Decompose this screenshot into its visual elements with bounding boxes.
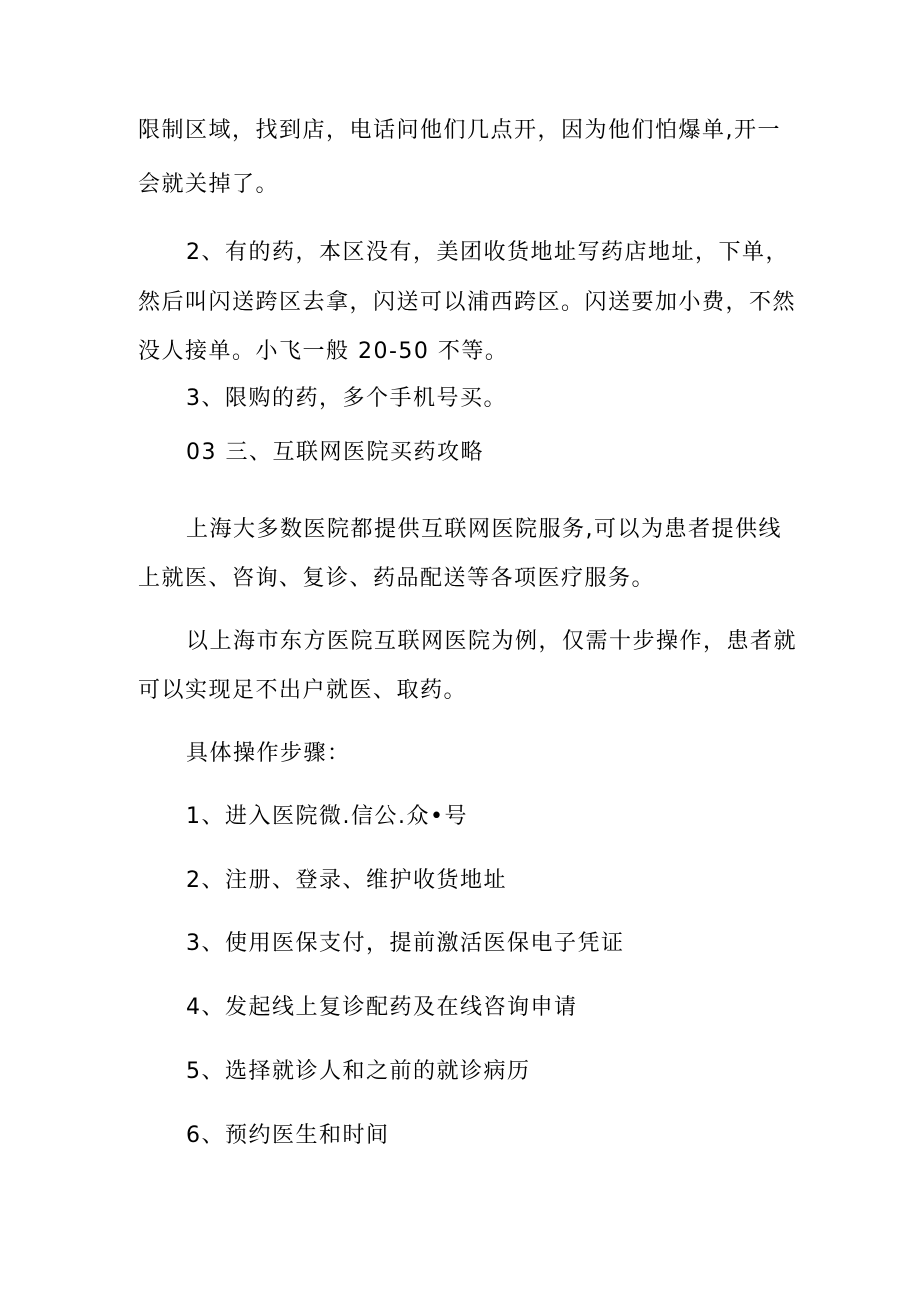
paragraph-line: 上就医、咨询、复诊、药品配送等各项医疗服务。: [138, 566, 656, 591]
step-item: 2、注册、登录、维护收货地址: [186, 868, 507, 893]
step-item: 3、使用医保支付，提前激活医保电子凭证: [186, 931, 625, 956]
step-item: 5、选择就诊人和之前的就诊病历: [186, 1059, 531, 1084]
paragraph-line: 没人接单。小飞一般 20-50 不等。: [138, 339, 509, 364]
paragraph-line: 上海大多数医院都提供互联网医院服务,可以为患者提供线: [186, 517, 782, 542]
step-item: 4、发起线上复诊配药及在线咨询申请: [186, 995, 578, 1020]
section-heading: 03 三、互联网医院买药攻略: [186, 440, 484, 465]
paragraph-line: 可以实现足不出户就医、取药。: [138, 678, 468, 703]
list-item: 3、限购的药，多个手机号买。: [186, 386, 507, 411]
step-item: 1、进入医院微.信公.众•号: [186, 804, 468, 829]
paragraph-line: 限制区域，找到店，电话问他们几点开，因为他们怕爆单,开一: [138, 118, 781, 143]
paragraph-line: 具体操作步骤：: [186, 741, 351, 766]
paragraph-line: 以上海市东方医院互联网医院为例，仅需十步操作，患者就: [186, 629, 798, 654]
paragraph-line: 会就关掉了。: [138, 172, 280, 197]
paragraph-line: 2、有的药，本区没有，美团收货地址写药店地址，下单，: [186, 240, 789, 265]
paragraph-line: 然后叫闪送跨区去拿，闪送可以浦西跨区。闪送要加小费，不然: [138, 290, 797, 315]
step-item: 6、预约医生和时间: [186, 1123, 390, 1148]
